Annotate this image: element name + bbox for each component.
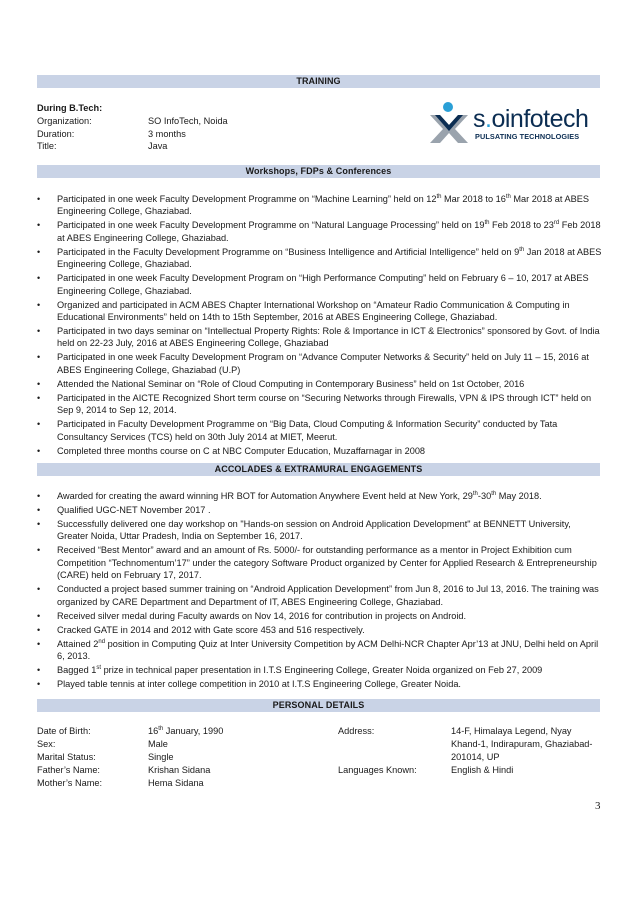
during-btech-label: During B.Tech:	[37, 103, 103, 113]
dob-value: 16th January, 1990	[148, 725, 224, 736]
personal-details-heading: PERSONAL DETAILS	[37, 699, 600, 712]
address-line-1: 14-F, Himalaya Legend, Nyay	[451, 726, 572, 736]
title-label: Title:	[37, 141, 57, 151]
workshops-item: • Organized and participated in ACM ABES Chapter International Workshop on “Amateur Radio Communication & Computing in Educational Environments” held on 14th to 15th September, 2016 at ABES Engineering College, Ghaziabad.	[37, 299, 602, 324]
accolades-item: • Received silver medal during Faculty awards on Nov 14, 2016 for contribution in projects on Android.	[37, 610, 602, 622]
accolades-item: • Qualified UGC-NET November 2017 .	[37, 504, 602, 516]
accolades-item: • Successfully delivered one day workshop on "Hands-on session on Android Application Development" at BENNETT University, Greater Noida, Uttar Pradesh, India on September 16, 2017.	[37, 518, 602, 543]
workshops-list	[37, 193, 602, 459]
accolades-item: • Played table tennis at inter college competition in 2010 at I.T.S Engineering College, Greater Noida.	[37, 678, 602, 690]
workshops-heading: Workshops, FDPs & Conferences	[37, 165, 600, 178]
logo-wordmark: s.oinfotech	[473, 105, 589, 133]
accolades-list	[37, 490, 602, 692]
so-infotech-logo	[427, 101, 599, 147]
marital-status-value: Single	[148, 752, 174, 762]
workshops-item: • Participated in two days seminar on “Intellectual Property Rights: Role & Importance in ICT & Electronics” sponsored by Govt. of India held on 22-23 July, 2016 at ABES Engineering College, Ghaziabad	[37, 325, 602, 350]
marital-status-label: Marital Status:	[37, 752, 96, 762]
accolades-item: • Attained 2nd position in Computing Quiz at Inter University Competition by ACM Delhi-NCR Chapter Apr’13 at JNU, Delhi held on April 6, 2013.	[37, 638, 602, 663]
organization-label: Organization:	[37, 116, 92, 126]
father-name-label: Father’s Name:	[37, 765, 100, 775]
address-label: Address:	[338, 726, 375, 736]
languages-value: English & Hindi	[451, 765, 514, 775]
logo-tagline: PULSATING TECHNOLOGIES	[475, 132, 580, 141]
accolades-item: • Cracked GATE in 2014 and 2012 with Gate score 453 and 516 respectively.	[37, 624, 602, 636]
workshops-item: • Participated in one week Faculty Development Program on “Advance Computer Networks & Security” held on July 11 – 15, 2016 at ABES Engineering College, Ghaziabad (U.P)	[37, 351, 602, 376]
logo-mark-icon	[427, 101, 471, 147]
training-heading: TRAINING	[37, 75, 600, 88]
address-line-2: Khand-1, Indirapuram, Ghaziabad-	[451, 739, 593, 749]
page-number: 3	[595, 800, 601, 812]
duration-value: 3 months	[148, 129, 186, 139]
workshops-item: • Participated in Faculty Development Programme on “Big Data, Cloud Computing & Information Security” conducted by Tata Consultancy Services (TCS) held on 30th July 2014 at MIET, Meerut.	[37, 418, 602, 443]
workshops-item: • Participated in one week Faculty Development Programme on “Machine Learning” held on 12th Mar 2018 to 16th Mar 2018 at ABES Engineering College, Ghaziabad.	[37, 193, 602, 218]
title-value: Java	[148, 141, 168, 151]
address-line-3: 201014, UP	[451, 752, 500, 762]
languages-label: Languages Known:	[338, 765, 417, 775]
accolades-item: • Conducted a project based summer training on “Android Application Development” from Jun 8, 2016 to Jul 13, 2016. The training was organized by CARE Department and Department of IT, ABES Engineering College, Ghaziabad.	[37, 583, 602, 608]
duration-label: Duration:	[37, 129, 75, 139]
workshops-item: • Participated in one week Faculty Development Programme on “Natural Language Processing” held on 19th Feb 2018 to 23rd Feb 2018 at ABES Engineering College, Ghaziabad.	[37, 219, 602, 244]
workshops-item: • Participated in the Faculty Development Programme on “Business Intelligence and Artificial Intelligence” held on 9th Jan 2018 at ABES Engineering College, Ghaziabad.	[37, 246, 602, 271]
organization-value: SO InfoTech, Noida	[148, 116, 228, 126]
sex-label: Sex:	[37, 739, 56, 749]
mother-name-value: Hema Sidana	[148, 778, 204, 788]
accolades-heading: ACCOLADES & EXTRAMURAL ENGAGEMENTS	[37, 463, 600, 476]
dob-label: Date of Birth:	[37, 726, 91, 736]
workshops-item: • Attended the National Seminar on “Role of Cloud Computing in Contemporary Business” held on 1st October, 2016	[37, 378, 602, 390]
accolades-item: • Received “Best Mentor” award and an amount of Rs. 5000/- for outstanding performance as a mentor in Project Exhibition cum Competition “Technomentum’17” under the category Software Product organized by Center for Applied Research & Entrepreneurship (CARE) held on February 17, 2017.	[37, 544, 602, 581]
workshops-item: • Participated in one week Faculty Development Program on “High Performance Computing” held on February 6 – 10, 2017 at ABES Engineering College, Ghaziabad.	[37, 272, 602, 297]
mother-name-label: Mother’s Name:	[37, 778, 103, 788]
accolades-item: • Awarded for creating the award winning HR BOT for Automation Anywhere Event held at New York, 29th-30th May 2018.	[37, 490, 602, 502]
workshops-item: • Participated in the AICTE Recognized Short term course on “Securing Networks through Firewalls, VPN & IPS through ICT” held on Sep 9, 2014 to Sep 12, 2014.	[37, 392, 602, 417]
accolades-item: • Bagged 1st prize in technical paper presentation in I.T.S Engineering College, Greater Noida organized on Feb 27, 2009	[37, 664, 602, 676]
workshops-item: • Completed three months course on C at NBC Computer Education, Muzaffarnagar in 2008	[37, 445, 602, 457]
sex-value: Male	[148, 739, 168, 749]
father-name-value: Krishan Sidana	[148, 765, 211, 775]
